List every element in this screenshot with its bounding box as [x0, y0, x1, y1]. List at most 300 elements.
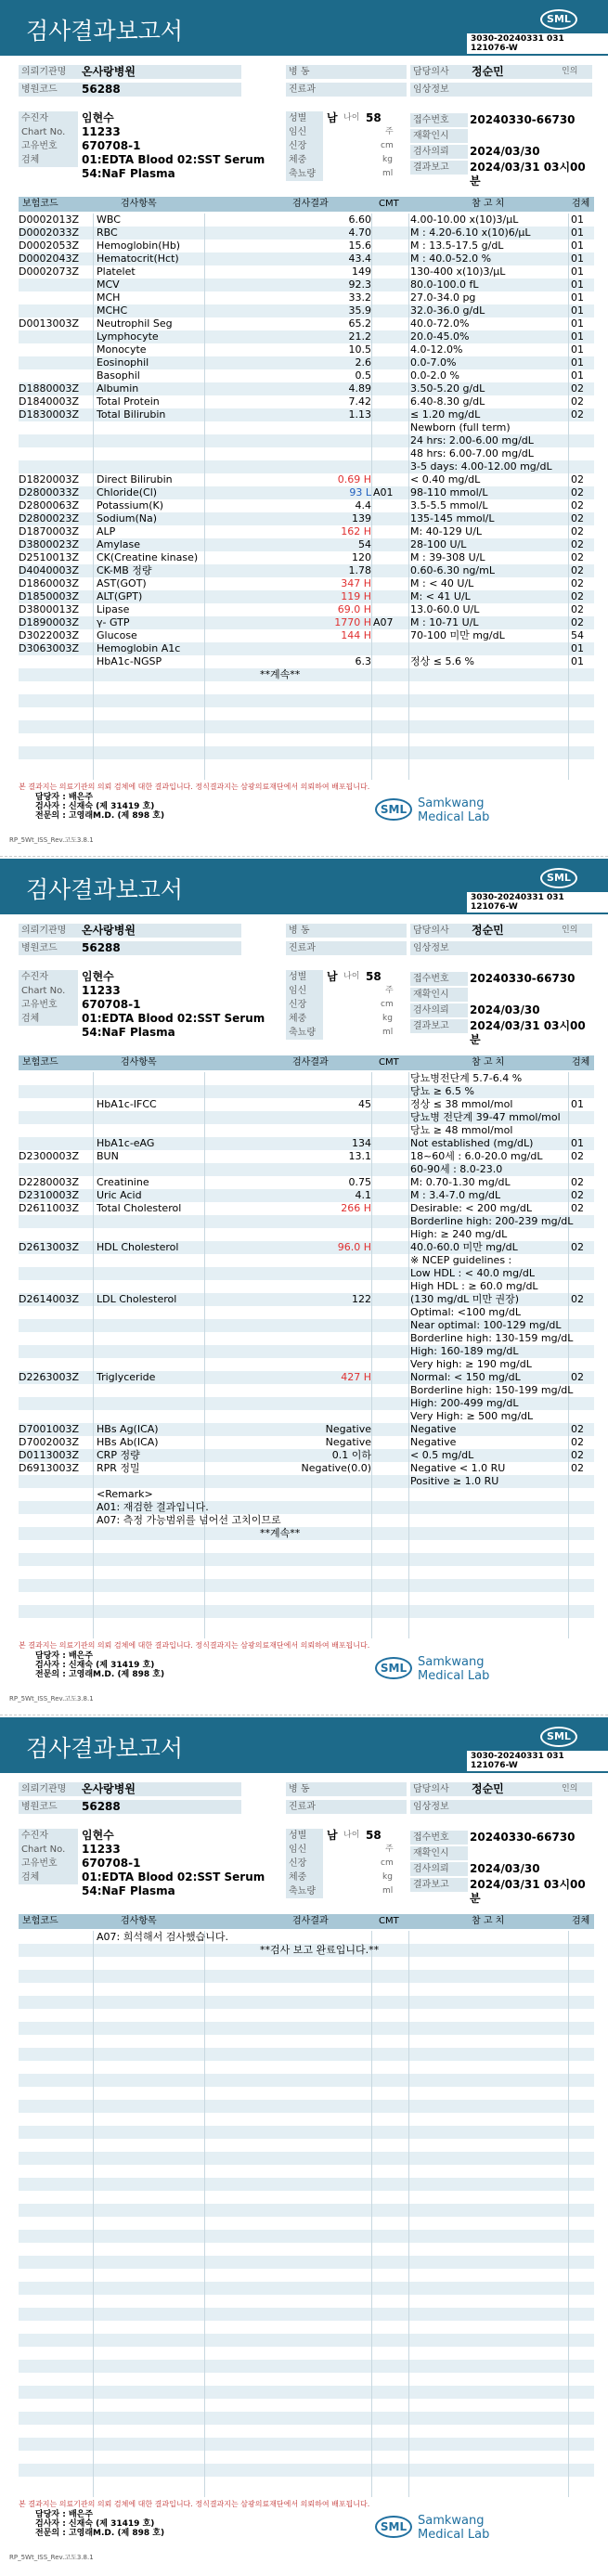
table-row: [19, 1345, 594, 1358]
reference-range: High: ≥ 240 mg/dL: [410, 1228, 508, 1240]
table-row: [19, 499, 594, 512]
test-result: 65.2: [348, 317, 371, 330]
insurance-code: D1880003Z: [19, 382, 79, 395]
info-value: 670708-1: [82, 1857, 141, 1870]
reference-range: 정상 ≤ 38 mmol/mol: [410, 1098, 513, 1110]
info-value: 01:EDTA Blood 02:SST Serum: [82, 1871, 265, 1883]
test-result: 134: [352, 1137, 371, 1149]
info-value: 남: [327, 1829, 338, 1842]
insurance-code: D2800033Z: [19, 486, 79, 498]
test-result: 13.1: [348, 1150, 371, 1162]
table-row: [19, 408, 594, 421]
reference-range: Borderline high: 150-199 mg/dL: [410, 1384, 574, 1396]
reference-range: 135-145 mmol/L: [410, 512, 495, 524]
test-result: 69.0 H: [337, 603, 371, 615]
test-result: 122: [352, 1293, 371, 1305]
info-value: 정순민: [472, 924, 504, 937]
specimen-code: 02: [571, 577, 584, 589]
info-label: 신장: [286, 998, 323, 1012]
table-row: [19, 1163, 594, 1176]
test-result: 119 H: [341, 590, 371, 602]
specimen-code: 01: [571, 227, 584, 239]
specimen-code: 02: [571, 473, 584, 485]
reference-range: 60-90세 : 8.0-23.0: [410, 1163, 503, 1175]
specimen-code: 02: [571, 1423, 584, 1435]
table-row: [19, 1501, 594, 1514]
reference-range: ※ NCEP guidelines :: [410, 1254, 512, 1266]
test-result: 2.6: [355, 356, 371, 369]
insurance-code: D1860003Z: [19, 577, 79, 589]
table-row: [19, 239, 594, 252]
test-name: Lipase: [97, 603, 130, 615]
info-value: 정순민: [472, 65, 504, 78]
form-code: RP_5Wt_ISS_Rev.고도3.8.1: [9, 1695, 94, 1702]
report-code: 3030-20240331 031 121076-W: [467, 892, 608, 913]
test-name: Platelet: [97, 265, 136, 278]
test-name: Total Bilirubin: [97, 408, 166, 421]
reference-range: M : 40.0-52.0 %: [410, 252, 492, 265]
info-label: 검사의뢰: [410, 145, 468, 159]
info-label: 검체: [19, 1871, 78, 1884]
specimen-code: 02: [571, 1371, 584, 1383]
test-name: Albumin: [97, 382, 139, 395]
test-name: HDL Cholesterol: [97, 1241, 179, 1253]
reference-range: Borderline high: 130-159 mg/dL: [410, 1332, 574, 1344]
info-label: Chart No.: [19, 1843, 78, 1857]
brand-name: Samkwang Medical Lab: [418, 796, 490, 824]
table-row: [19, 1931, 594, 1944]
specimen-code: 02: [571, 1202, 584, 1214]
specimen-code: 02: [571, 382, 584, 395]
table-row: [19, 1319, 594, 1332]
specimen-code: 02: [571, 590, 584, 602]
form-code: RP_5Wt_ISS_Rev.고도3.8.1: [9, 836, 94, 844]
specimen-code: 02: [571, 551, 584, 563]
continue-marker: **계속**: [260, 668, 301, 680]
info-value: 온사랑병원: [82, 1782, 136, 1795]
test-result: 45: [358, 1098, 371, 1110]
reference-range: M : 10-71 U/L: [410, 616, 479, 628]
info-label: 의뢰기관명: [19, 924, 78, 938]
info-value: 20240330-66730: [470, 1831, 576, 1844]
reference-range: Borderline high: 200-239 mg/dL: [410, 1215, 574, 1227]
test-result: Negative: [325, 1436, 371, 1448]
reference-range: M : < 40 U/L: [410, 577, 474, 589]
table-row: [19, 590, 594, 603]
test-result: 149: [352, 265, 371, 278]
footer-note: 본 결과지는 의료기관의 의뢰 검체에 대한 결과입니다. 정식결과지는 삼광의료재단에서 의뢰하여 배포됩니다.: [19, 2500, 370, 2508]
reference-range: 0.0-7.0%: [410, 356, 457, 369]
report-title: 검사결과보고서: [26, 1735, 184, 1762]
info-value: 54:NaF Plasma: [82, 167, 175, 180]
info-value: 670708-1: [82, 998, 141, 1011]
table-row: [19, 1072, 594, 1085]
info-value: 온사랑병원: [82, 924, 136, 937]
results-table: [19, 1072, 594, 1638]
test-result: 266 H: [341, 1202, 371, 1214]
info-value: 임현수: [82, 111, 114, 124]
test-name: RBC: [97, 227, 118, 239]
specimen-code: 02: [571, 616, 584, 628]
table-row: [19, 1514, 594, 1527]
specimen-code: 01: [571, 252, 584, 265]
specimen-code: 02: [571, 525, 584, 537]
info-label: 신장: [286, 139, 323, 153]
report-code: 3030-20240331 031 121076-W: [467, 1751, 608, 1771]
info-label: 수진자: [19, 1829, 78, 1843]
results-table-header: 보험코드 검사항목 검사결과 CMT 참 고 치 검체: [19, 1914, 594, 1929]
reference-range: 27.0-34.0 pg: [410, 291, 476, 304]
table-row: [19, 616, 594, 629]
test-result: 93 L: [349, 486, 371, 498]
specimen-code: 54: [571, 629, 584, 641]
test-name: Basophil: [97, 369, 140, 382]
test-name: HbA1c-IFCC: [97, 1098, 157, 1110]
table-row: [19, 1215, 594, 1228]
comment-code: A01: [373, 486, 394, 498]
test-result: 96.0 H: [337, 1241, 371, 1253]
table-row: [19, 227, 594, 239]
specimen-code: 01: [571, 265, 584, 278]
insurance-code: D0002073Z: [19, 265, 79, 278]
test-name: Potassium(K): [97, 499, 164, 511]
comment-code: A07: [373, 616, 394, 628]
reference-range: 3.5-5.5 mmol/L: [410, 499, 488, 511]
table-row: [19, 214, 594, 227]
reference-range: Negative: [410, 1436, 457, 1448]
test-name: Amylase: [97, 538, 141, 550]
sml-logo-icon: SML: [540, 9, 577, 30]
insurance-code: D2614003Z: [19, 1293, 79, 1305]
test-name: A07: 희석해서 검사했습니다.: [97, 1931, 228, 1943]
test-result: 7.42: [348, 395, 371, 408]
reference-range: M : 3.4-7.0 mg/dL: [410, 1189, 501, 1201]
info-label: 고유번호: [19, 139, 78, 153]
test-name: ALT(GPT): [97, 590, 143, 602]
reference-range: 98-110 mmol/L: [410, 486, 488, 498]
report-footer: 본 결과지는 의료기관의 의뢰 검체에 대한 결과입니다. 정식결과지는 삼광의료재단에서 의뢰하여 배포됩니다. 담당자 : 배은주 검사자 : 신재숙 (제 31419 호) 전문의 : 고영래M.D. (제 898 호) SML Samkwang Medical Lab RP_5Wt_ISS_Rev.고도3.8.1: [19, 782, 594, 847]
info-label: 병 동: [286, 1782, 332, 1796]
info-value: 58: [366, 111, 382, 124]
specimen-code: 02: [571, 499, 584, 511]
table-row: [19, 512, 594, 525]
insurance-code: D0113003Z: [19, 1449, 79, 1461]
table-row: [19, 278, 594, 291]
test-result: 33.2: [348, 291, 371, 304]
test-name: HbA1c-NGSP: [97, 655, 162, 667]
info-label: Chart No.: [19, 984, 78, 998]
reference-range: 20.0-45.0%: [410, 330, 470, 343]
reference-range: M : 13.5-17.5 g/dL: [410, 239, 504, 252]
test-name: Monocyte: [97, 343, 147, 356]
test-name: Neutrophil Seg: [97, 317, 173, 330]
report-header: [0, 1717, 608, 1773]
footer-note: 본 결과지는 의료기관의 의뢰 검체에 대한 결과입니다. 정식결과지는 삼광의료재단에서 의뢰하여 배포됩니다.: [19, 783, 370, 791]
patient-info: 의뢰기관명 온사랑병원 병원코드 56288 병 동 진료과 담당의사 정순민 인의 임상정보 수진자 임현수 Chart No. 11233 고유번호 670708-1 검체 01:EDTA Blood 02:SST Serum 54:NaF Plasma 성별 남 나이 58 임신 주 신장 cm 체중 kg 축뇨량 ml 접수번호 20240330-66730 재확인시 검사의뢰 2024/03/30 결과보고 2024/03/31 03시00분: [19, 924, 594, 1044]
insurance-code: D0002013Z: [19, 214, 79, 226]
info-label: 수진자: [19, 111, 78, 125]
reference-range: 0.0-2.0 %: [410, 369, 459, 382]
specimen-code: 02: [571, 538, 584, 550]
table-row: [19, 1423, 594, 1436]
reference-range: 130-400 x(10)3/μL: [410, 265, 506, 278]
specimen-code: 01: [571, 330, 584, 343]
info-value: 2024/03/30: [470, 145, 540, 158]
test-result: 6.60: [348, 214, 371, 226]
info-label: 접수번호: [410, 1831, 468, 1845]
form-code: RP_5Wt_ISS_Rev.고도3.8.1: [9, 2554, 94, 2561]
test-name: CK-MB 정량: [97, 564, 152, 576]
table-row: [19, 369, 594, 382]
specimen-code: 01: [571, 291, 584, 304]
info-label: 임신: [286, 1843, 323, 1857]
test-name: Hematocrit(Hct): [97, 252, 179, 265]
test-result: 43.4: [348, 252, 371, 265]
reference-range: 48 hrs: 6.00-7.00 mg/dL: [410, 447, 534, 460]
brand-name: Samkwang Medical Lab: [418, 1655, 490, 1683]
info-label: 진료과: [286, 1800, 332, 1814]
reference-range: 당뇨병 전단계 39-47 mmol/mol: [410, 1111, 561, 1123]
info-value: 남: [327, 970, 338, 983]
info-label: 체중: [286, 153, 323, 167]
info-label: 담당의사: [410, 924, 468, 938]
specimen-code: 01: [571, 1137, 584, 1149]
test-name: LDL Cholesterol: [97, 1293, 177, 1305]
table-row: [19, 1488, 594, 1501]
info-value: 54:NaF Plasma: [82, 1884, 175, 1897]
insurance-code: D7002003Z: [19, 1436, 79, 1448]
info-value: 58: [366, 970, 382, 983]
info-label: 임신: [286, 984, 323, 998]
reference-range: Near optimal: 100-129 mg/dL: [410, 1319, 562, 1331]
info-label: 검사의뢰: [410, 1003, 468, 1017]
info-value: 56288: [82, 941, 121, 954]
report-title: 검사결과보고서: [26, 18, 184, 45]
info-label: 병원코드: [19, 1800, 78, 1814]
reference-range: M: 0.70-1.30 mg/dL: [410, 1176, 511, 1188]
test-result: 10.5: [348, 343, 371, 356]
reference-range: (130 mg/dL 미만 권장): [410, 1293, 520, 1305]
table-row: [19, 1202, 594, 1215]
patient-info: 의뢰기관명 온사랑병원 병원코드 56288 병 동 진료과 담당의사 정순민 인의 임상정보 수진자 임현수 Chart No. 11233 고유번호 670708-1 검체 01:EDTA Blood 02:SST Serum 54:NaF Plasma 성별 남 나이 58 임신 주 신장 cm 체중 kg 축뇨량 ml 접수번호 20240330-66730 재확인시 검사의뢰 2024/03/30 결과보고 2024/03/31 03시00분: [19, 65, 594, 186]
info-label: 재확인시: [410, 1846, 468, 1860]
test-result: 35.9: [348, 304, 371, 317]
results-table-header: 보험코드 검사항목 검사결과 CMT 참 고 치 검체: [19, 197, 594, 212]
reference-range: Low HDL : < 40.0 mg/dL: [410, 1267, 535, 1279]
reference-range: High HDL : ≥ 60.0 mg/dL: [410, 1280, 538, 1292]
reference-range: 0.60-6.30 ng/mL: [410, 564, 495, 576]
table-row: [19, 1150, 594, 1163]
table-row: [19, 460, 594, 473]
sml-logo-icon: SML: [540, 868, 577, 888]
table-row: [19, 252, 594, 265]
test-name: Total Protein: [97, 395, 160, 408]
specimen-code: 01: [571, 642, 584, 654]
reference-range: M : 39-308 U/L: [410, 551, 485, 563]
test-result: 144 H: [341, 629, 371, 641]
test-result: 0.75: [348, 1176, 371, 1188]
specimen-code: 02: [571, 1189, 584, 1201]
info-label: 신장: [286, 1857, 323, 1871]
test-result: 4.89: [348, 382, 371, 395]
table-row: [19, 1410, 594, 1423]
insurance-code: D3063003Z: [19, 642, 79, 654]
results-table: [19, 1931, 594, 2497]
test-result: 0.5: [355, 369, 371, 382]
patient-info: 의뢰기관명 온사랑병원 병원코드 56288 병 동 진료과 담당의사 정순민 인의 임상정보 수진자 임현수 Chart No. 11233 고유번호 670708-1 검체 01:EDTA Blood 02:SST Serum 54:NaF Plasma 성별 남 나이 58 임신 주 신장 cm 체중 kg 축뇨량 ml 접수번호 20240330-66730 재확인시 검사의뢰 2024/03/30 결과보고 2024/03/31 03시00분: [19, 1782, 594, 1903]
info-value: 01:EDTA Blood 02:SST Serum: [82, 153, 265, 166]
reference-range: 40.0-60.0 미만 mg/dL: [410, 1241, 518, 1253]
insurance-code: D1850003Z: [19, 590, 79, 602]
reference-range: 4.0-12.0%: [410, 343, 463, 356]
reference-range: Optimal: <100 mg/dL: [410, 1306, 521, 1318]
info-value: 2024/03/30: [470, 1862, 540, 1875]
info-value: 2024/03/31 03시00분: [470, 1878, 586, 1905]
info-label: 축뇨량: [286, 167, 323, 181]
reference-range: 당뇨 ≥ 48 mmol/mol: [410, 1124, 513, 1136]
test-name: Eosinophil: [97, 356, 149, 369]
sml-logo-icon: SML: [375, 1657, 412, 1679]
specimen-code: 02: [571, 1241, 584, 1253]
info-value: 11233: [82, 1843, 121, 1856]
reference-range: 70-100 미만 mg/dL: [410, 629, 505, 641]
specimen-code: 01: [571, 278, 584, 291]
info-label: 수진자: [19, 970, 78, 984]
info-label: 병 동: [286, 924, 332, 938]
table-row: [19, 577, 594, 590]
table-row: [19, 1436, 594, 1449]
table-row: [19, 486, 594, 499]
table-row: [19, 1241, 594, 1254]
insurance-code: D1820003Z: [19, 473, 79, 485]
test-result: 4.70: [348, 227, 371, 239]
table-row: [19, 1280, 594, 1293]
table-row: [19, 434, 594, 447]
insurance-code: D2611003Z: [19, 1202, 79, 1214]
reference-range: M: < 41 U/L: [410, 590, 471, 602]
info-value: 정순민: [472, 1782, 504, 1795]
test-name: A01: 재검한 결과입니다.: [97, 1501, 209, 1513]
test-name: MCH: [97, 291, 121, 304]
reference-range: Normal: < 150 mg/dL: [410, 1371, 521, 1383]
footer-note: 본 결과지는 의료기관의 의뢰 검체에 대한 결과입니다. 정식결과지는 삼광의료재단에서 의뢰하여 배포됩니다.: [19, 1641, 370, 1650]
table-row: [19, 642, 594, 655]
reference-range: 13.0-60.0 U/L: [410, 603, 480, 615]
info-value: 2024/03/31 03시00분: [470, 1019, 586, 1046]
reference-range: 3.50-5.20 g/dL: [410, 382, 485, 395]
table-row: [19, 1111, 594, 1124]
specimen-code: 02: [571, 1462, 584, 1474]
test-name: <Remark>: [97, 1488, 153, 1500]
test-name: Sodium(Na): [97, 512, 157, 524]
test-result: 4.4: [355, 499, 371, 511]
test-name: CK(Creatine kinase): [97, 551, 199, 563]
test-result: 0.69 H: [337, 473, 371, 485]
reference-range: 32.0-36.0 g/dL: [410, 304, 485, 317]
test-name: WBC: [97, 214, 121, 226]
specimen-code: 02: [571, 512, 584, 524]
info-label: 진료과: [286, 83, 332, 97]
table-row: [19, 447, 594, 460]
reference-range: Desirable: < 200 mg/dL: [410, 1202, 533, 1214]
reference-range: 28-100 U/L: [410, 538, 467, 550]
reference-range: ≤ 1.20 mg/dL: [410, 408, 481, 421]
info-value: 남: [327, 111, 338, 124]
reference-range: 당뇨 ≥ 6.5 %: [410, 1085, 474, 1097]
info-label: 검체: [19, 1012, 78, 1026]
info-value: 56288: [82, 1800, 121, 1813]
table-row: [19, 265, 594, 278]
insurance-code: D2280003Z: [19, 1176, 79, 1188]
reference-range: 3-5 days: 4.00-12.00 mg/dL: [410, 460, 552, 472]
report-page-3: [0, 1717, 608, 2571]
insurance-code: D2800063Z: [19, 499, 79, 511]
specimen-code: 02: [571, 564, 584, 576]
test-result: 92.3: [348, 278, 371, 291]
test-name: Triglyceride: [97, 1371, 156, 1383]
sml-logo-icon: SML: [375, 798, 412, 821]
test-result: 0.1 이하: [331, 1449, 371, 1461]
reference-range: 정상 ≤ 5.6 %: [410, 655, 474, 667]
insurance-code: D2613003Z: [19, 1241, 79, 1253]
table-row: [19, 1475, 594, 1488]
specimen-code: 02: [571, 486, 584, 498]
info-value: 01:EDTA Blood 02:SST Serum: [82, 1012, 265, 1025]
insurance-code: D2800023Z: [19, 512, 79, 524]
brand-name: Samkwang Medical Lab: [418, 2514, 490, 2542]
specimen-code: 01: [571, 317, 584, 330]
table-row: [19, 304, 594, 317]
specimen-code: 02: [571, 1436, 584, 1448]
table-row: [19, 1098, 594, 1111]
results-table: [19, 214, 594, 780]
continue-marker: **계속**: [260, 1527, 301, 1539]
table-row: [19, 473, 594, 486]
specimen-code: 01: [571, 1098, 584, 1110]
info-label: 의뢰기관명: [19, 65, 78, 79]
info-label: 성별: [286, 1829, 323, 1843]
table-row: [19, 330, 594, 343]
table-row: [19, 1358, 594, 1371]
table-row: [19, 629, 594, 642]
specimen-code: 02: [571, 408, 584, 421]
info-value: 2024/03/31 03시00분: [470, 161, 586, 188]
info-value: 56288: [82, 83, 121, 96]
info-label: 임상정보: [410, 1800, 468, 1814]
test-result: 1.13: [348, 408, 371, 421]
info-label: 임신: [286, 125, 323, 139]
info-label: 성별: [286, 970, 323, 984]
info-label: 체중: [286, 1871, 323, 1884]
reference-range: 18~60세 : 6.0-20.0 mg/dL: [410, 1150, 543, 1162]
specimen-code: 01: [571, 214, 584, 226]
reference-range: 24 hrs: 2.00-6.00 mg/dL: [410, 434, 534, 447]
insurance-code: D2510013Z: [19, 551, 79, 563]
table-row: [19, 1397, 594, 1410]
insurance-code: D7001003Z: [19, 1423, 79, 1435]
table-row: [19, 1293, 594, 1306]
specimen-code: 01: [571, 369, 584, 382]
test-result: 347 H: [341, 577, 371, 589]
reference-range: Very high: ≥ 190 mg/dL: [410, 1358, 532, 1370]
test-result: 1770 H: [334, 616, 371, 628]
reference-range: Newborn (full term): [410, 421, 511, 434]
test-name: Direct Bilirubin: [97, 473, 173, 485]
specimen-code: 02: [571, 395, 584, 408]
info-label: 접수번호: [410, 972, 468, 986]
insurance-code: D1870003Z: [19, 525, 79, 537]
reference-range: M : 4.20-6.10 x(10)6/μL: [410, 227, 531, 239]
